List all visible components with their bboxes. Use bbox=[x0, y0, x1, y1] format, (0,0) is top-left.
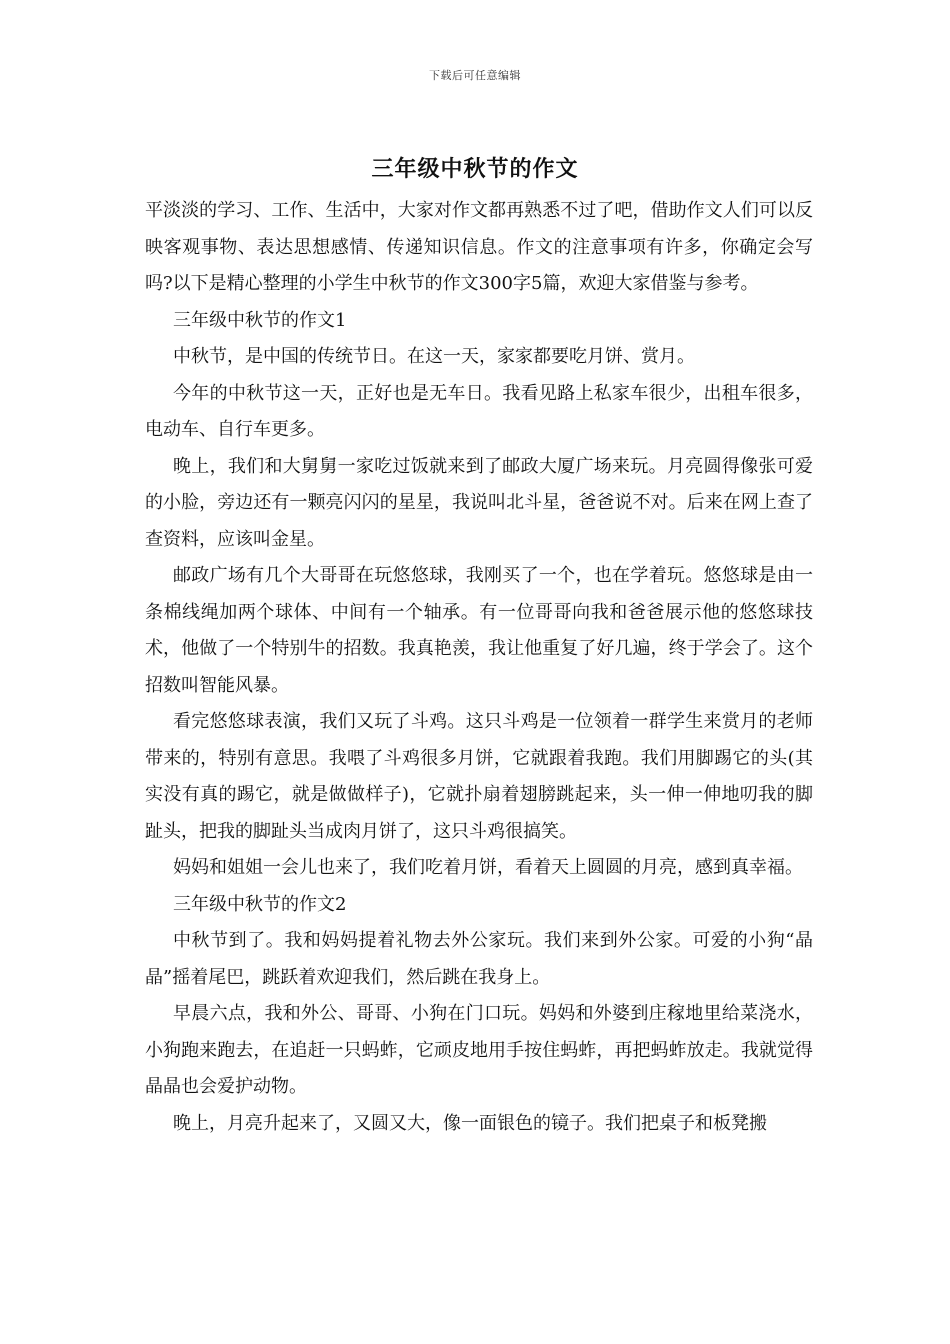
body-paragraph: 晚上，月亮升起来了，又圆又大，像一面银色的镜子。我们把桌子和板凳搬 bbox=[173, 1112, 767, 1134]
body-paragraph: 中秋节，是中国的传统节日。在这一天，家家都要吃月饼、赏月。 bbox=[173, 346, 695, 367]
document-body bbox=[145, 193, 813, 1142]
section-heading-1: 三年级中秋节的作文1 bbox=[173, 309, 347, 331]
document-title: 三年级中秋节的作文 bbox=[371, 156, 579, 182]
intro-paragraph: 平淡淡的学习、工作、生活中，大家对作文都再熟悉不过了吧，借助作文人们可以反映客观事物、表达思想感情、传递知识信息。作文的注意事项有许多，你确定会写吗?以下是精心整理的小学生中秋节的作文300字5篇，欢迎大家借鉴与参考。 bbox=[145, 200, 813, 294]
section-heading-2: 三年级中秋节的作文2 bbox=[173, 893, 347, 915]
header-note: 下载后可任意编辑 bbox=[429, 69, 521, 82]
body-paragraph: 邮政广场有几个大哥哥在玩悠悠球，我刚买了一个，也在学着玩。悠悠球是由一条棉线绳加两个球体、中间有一个轴承。有一位哥哥向我和爸爸展示他的悠悠球技术，他做了一个特别牛的招数。我真艳羡，我让他重复了好几遍，终于学会了。这个招数叫智能风暴。 bbox=[145, 565, 813, 696]
body-paragraph: 早晨六点，我和外公、哥哥、小狗在门口玩。妈妈和外婆到庄稼地里给菜浇水，小狗跑来跑去，在追赶一只蚂蚱，它顽皮地用手按住蚂蚱，再把蚂蚱放走。我就觉得晶晶也会爱护动物。 bbox=[145, 1003, 813, 1097]
body-paragraph: 今年的中秋节这一天，正好也是无车日。我看见路上私家车很少，出租车很多，电动车、自行车更多。 bbox=[145, 382, 813, 440]
body-paragraph: 妈妈和姐姐一会儿也来了，我们吃着月饼，看着天上圆圆的月亮，感到真幸福。 bbox=[173, 857, 803, 878]
body-paragraph: 中秋节到了。我和妈妈提着礼物去外公家玩。我们来到外公家。可爱的小狗“晶晶”摇着尾巴，跳跃着欢迎我们，然后跳在我身上。 bbox=[145, 930, 813, 988]
body-paragraph: 晚上，我们和大舅舅一家吃过饭就来到了邮政大厦广场来玩。月亮圆得像张可爱的小脸，旁边还有一颗亮闪闪的星星，我说叫北斗星，爸爸说不对。后来在网上查了查资料，应该叫金星。 bbox=[145, 455, 813, 550]
body-paragraph: 看完悠悠球表演，我们又玩了斗鸡。这只斗鸡是一位领着一群学生来赏月的老师带来的，特别有意思。我喂了斗鸡很多月饼，它就跟着我跑。我们用脚踢它的头(其实没有真的踢它，就是做做样子)，它就扑扇着翅膀跳起来，头一伸一伸地叨我的脚趾头，把我的脚趾头当成肉月饼了，这只斗鸡很搞笑。 bbox=[145, 711, 813, 842]
